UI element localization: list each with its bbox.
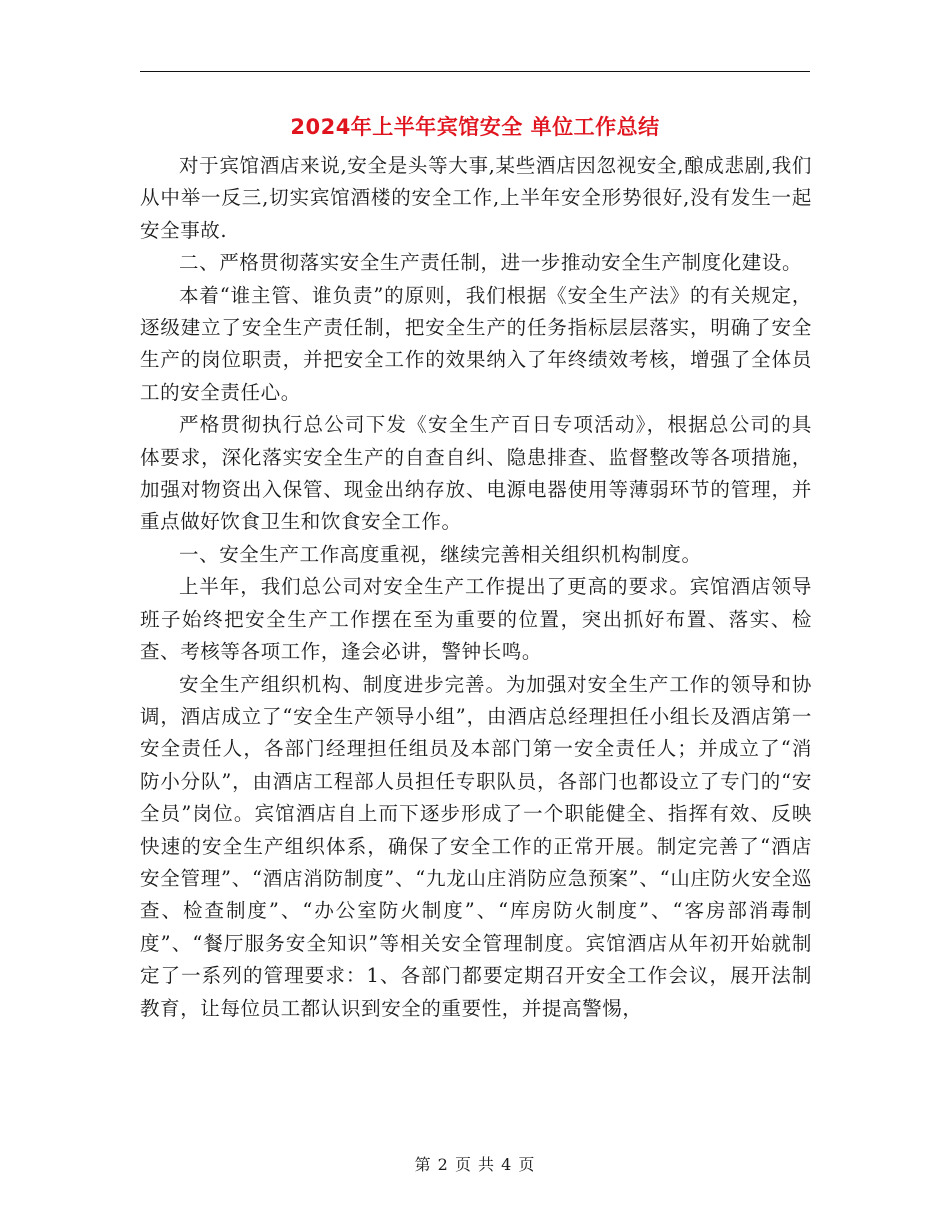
section-heading: 一、安全生产工作高度重视，继续完善相关组织机构制度。 — [179, 542, 702, 566]
header-rule — [140, 71, 810, 72]
paragraph: 对于宾馆酒店来说,安全是头等大事,某些酒店因忽视安全,酿成悲剧,我们从中举一反三,切实宾馆酒楼的安全工作,上半年安全形势很好,没有发生一起安全事故. — [140, 154, 812, 242]
paragraph: 严格贯彻执行总公司下发《安全生产百日专项活动》，根据总公司的具体要求，深化落实安全生产的自查自纠、隐患排查、监督整改等各项措施，加强对物资出入保管、现金出纳存放、电源电器使用等薄弱环节的管理，并重点做好饮食卫生和饮食安全工作。 — [140, 413, 812, 534]
paragraph: 上半年，我们总公司对安全生产工作提出了更高的要求。宾馆酒店领导班子始终把安全生产工作摆在至为重要的位置，突出抓好布置、落实、检查、考核等各项工作，逢会必讲，警钟长鸣。 — [140, 575, 812, 664]
section-heading: 二、严格贯彻落实安全生产责任制，进一步推动安全生产制度化建设。 — [179, 251, 803, 275]
paragraph: 本着“谁主管、谁负责”的原则，我们根据《安全生产法》的有关规定，逐级建立了安全生产责任制，把安全生产的任务指标层层落实，明确了安全生产的岗位职责，并把安全工作的效果纳入了年终绩效考核，增强了全体员工的安全责任心。 — [140, 283, 812, 404]
paragraph: 安全生产组织机构、制度进步完善。为加强对安全生产工作的领导和协调，酒店成立了“安全生产领导小组”，由酒店总经理担任小组长及酒店第一安全责任人，各部门经理担任组员及本部门第一安全责任人；并成立了“消防小分队”，由酒店工程部人员担任专职队员，各部门也都设立了专门的“安全员”岗位。宾馆酒店自上而下逐步形成了一个职能健全、指挥有效、反映快速的安全生产组织体系，确保了安全工作的正常开展。制定完善了“酒店安全管理”、“酒店消防制度”、“九龙山庄消防应急预案”、“山庄防火安全巡查、检查制度”、“办公室防火制度”、“库房防火制度”、“客房部消毒制度”、“餐厅服务安全知识”等相关安全管理制度。宾馆酒店从年初开始就制定了一系列的管理要求：1、各部门都要定期召开安全工作会议，展开法制教育，让每位员工都认识到安全的重要性，并提高警惕， — [140, 672, 812, 1020]
document-title: 2024年上半年宾馆安全 单位工作总结 — [290, 115, 660, 139]
document-body — [140, 150, 812, 1025]
page-number: 第 2 页 共 4 页 — [414, 1155, 536, 1174]
